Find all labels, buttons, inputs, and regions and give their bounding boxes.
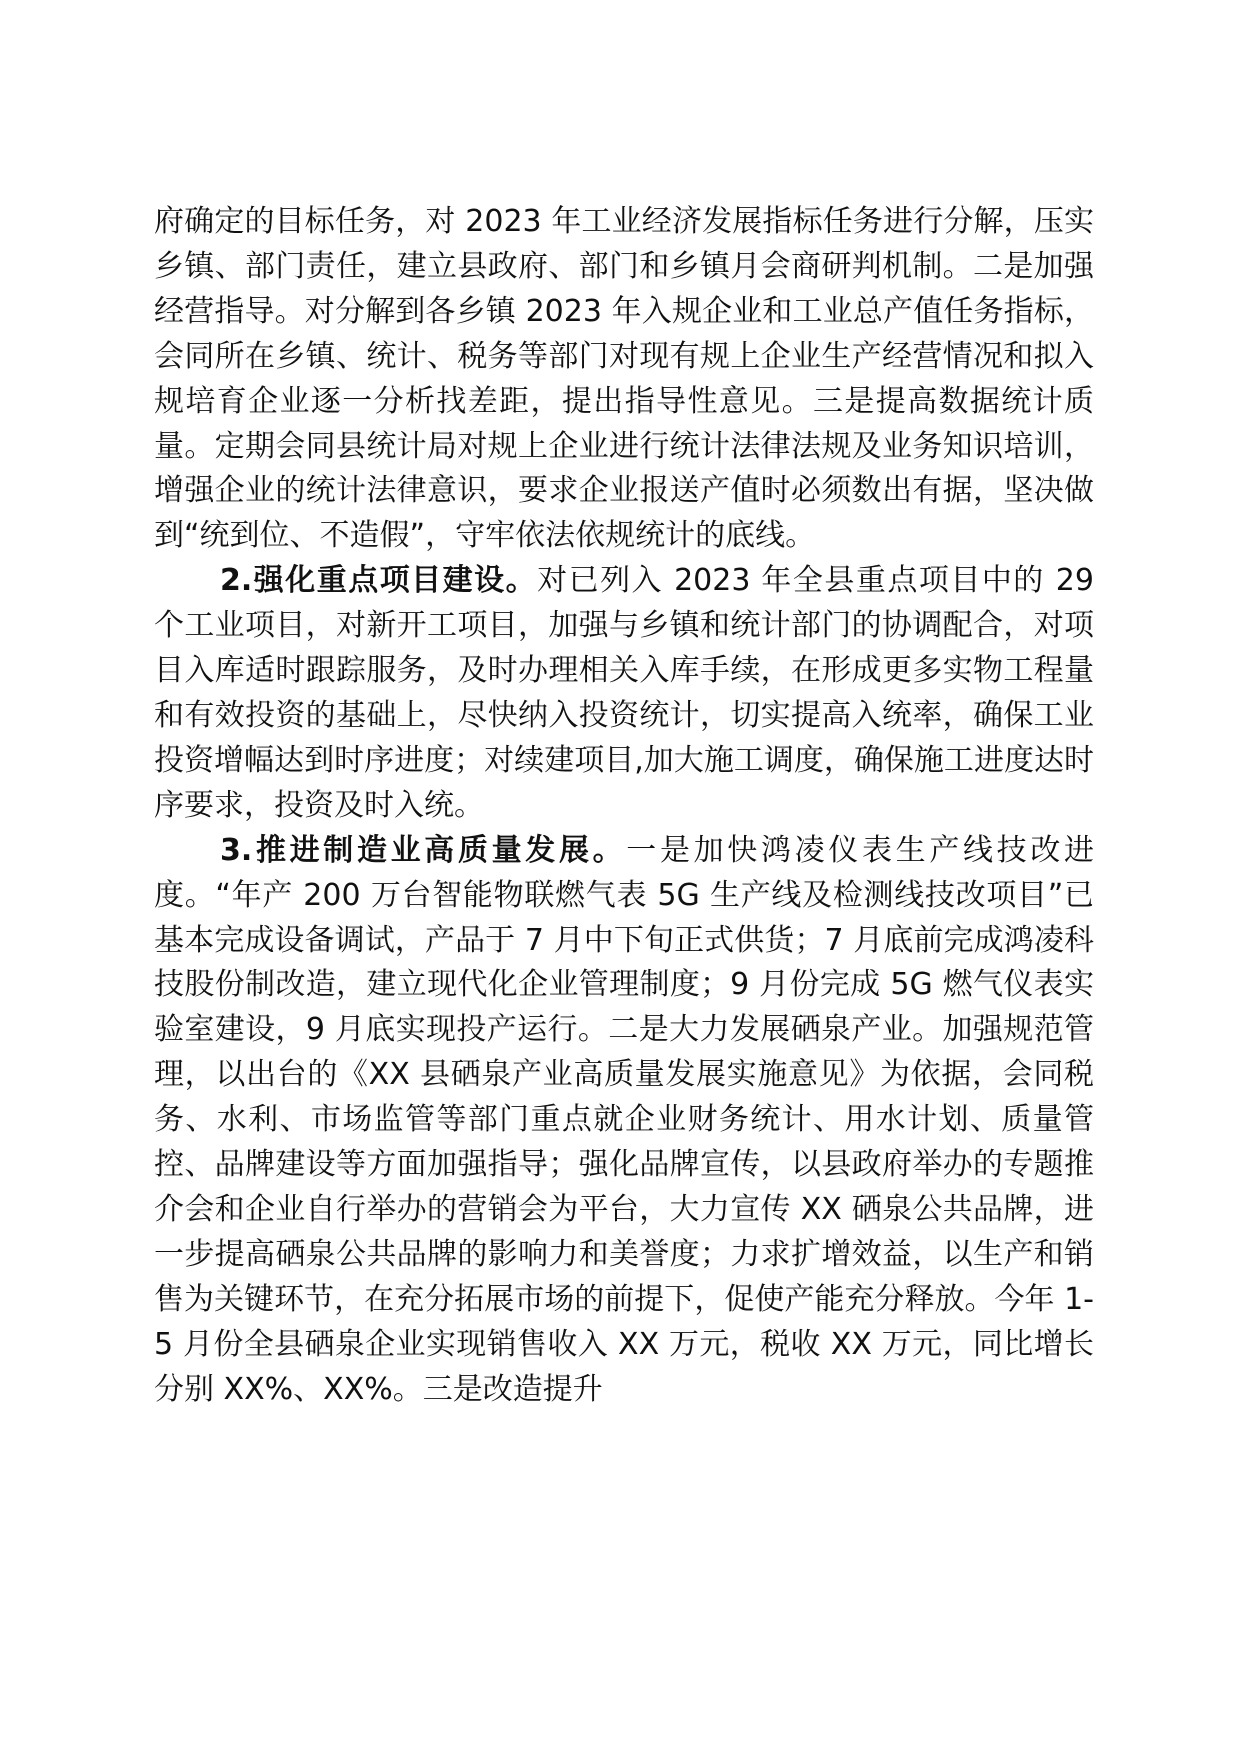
paragraph-text: 府确定的目标任务，对 2023 年工业经济发展指标任务进行分解，压实乡镇、部门责任，建立县政府、部门和乡镇月会商研判机制。二是加强经营指导。对分解到各乡镇 2023 年入规企业和工业总产值任务指标，会同所在乡镇、统计、税务等部门对现有规上企业生产经营情况和拟入规培育企业逐一分析找差距，提出指导性意见。三是提高数据统计质量。定期会同县统计局对规上企业进行统计法律法规及业务知识培训，增强企业的统计法律意识，要求企业报送产值时必须数出有据，坚决做到“统到位、不造假”，守牢依法依规统计的底线。 [154,204,1094,554]
paragraph-text: 对已列入 2023 年全县重点项目中的 29 个工业项目，对新开工项目，加强与乡镇和统计部门的协调配合，对项目入库适时跟踪服务，及时办理相关入库手续，在形成更多实物工程量和有效投资的基础上，尽快纳入投资统计，切实提高入统率，确保工业投资增幅达到时序进度；对续建项目,加大施工调度，确保施工进度达时序要求，投资及时入统。 [154,563,1094,823]
document-body [154,200,1094,1412]
paragraph-text: 一是加快鸿凌仪表生产线技改进度。“年产 200 万台智能物联燃气表 5G 生产线及检测线技改项目”已基本完成设备调试，产品于 7 月中下旬正式供货；7 月底前完成鸿凌科技股份制改造，建立现代化企业管理制度；9 月份完成 5G 燃气仪表实验室建设，9 月底实现投产运行。二是大力发展硒泉产业。加强规范管理，以出台的《XX 县硒泉产业高质量发展实施意见》为依据，会同税务、水利、市场监管等部门重点就企业财务统计、用水计划、质量管控、品牌建设等方面加强指导；强化品牌宣传，以县政府举办的专题推介会和企业自行举办的营销会为平台，大力宣传 XX 硒泉公共品牌，进一步提高硒泉公共品牌的影响力和美誉度；力求扩增效益，以生产和销售为关键环节，在充分拓展市场的前提下，促使产能充分释放。今年 1-5 月份全县硒泉企业实现销售收入 XX 万元，税收 XX 万元，同比增长分别 XX%、XX%。三是改造提升 [154,832,1094,1407]
paragraph-key-projects [154,559,1094,828]
paragraph-heading: 2.强化重点项目建设。 [220,563,538,599]
paragraph-manufacturing [154,829,1094,1413]
paragraph-continued [154,200,1094,559]
paragraph-heading: 3.推进制造业高质量发展。 [220,832,627,868]
